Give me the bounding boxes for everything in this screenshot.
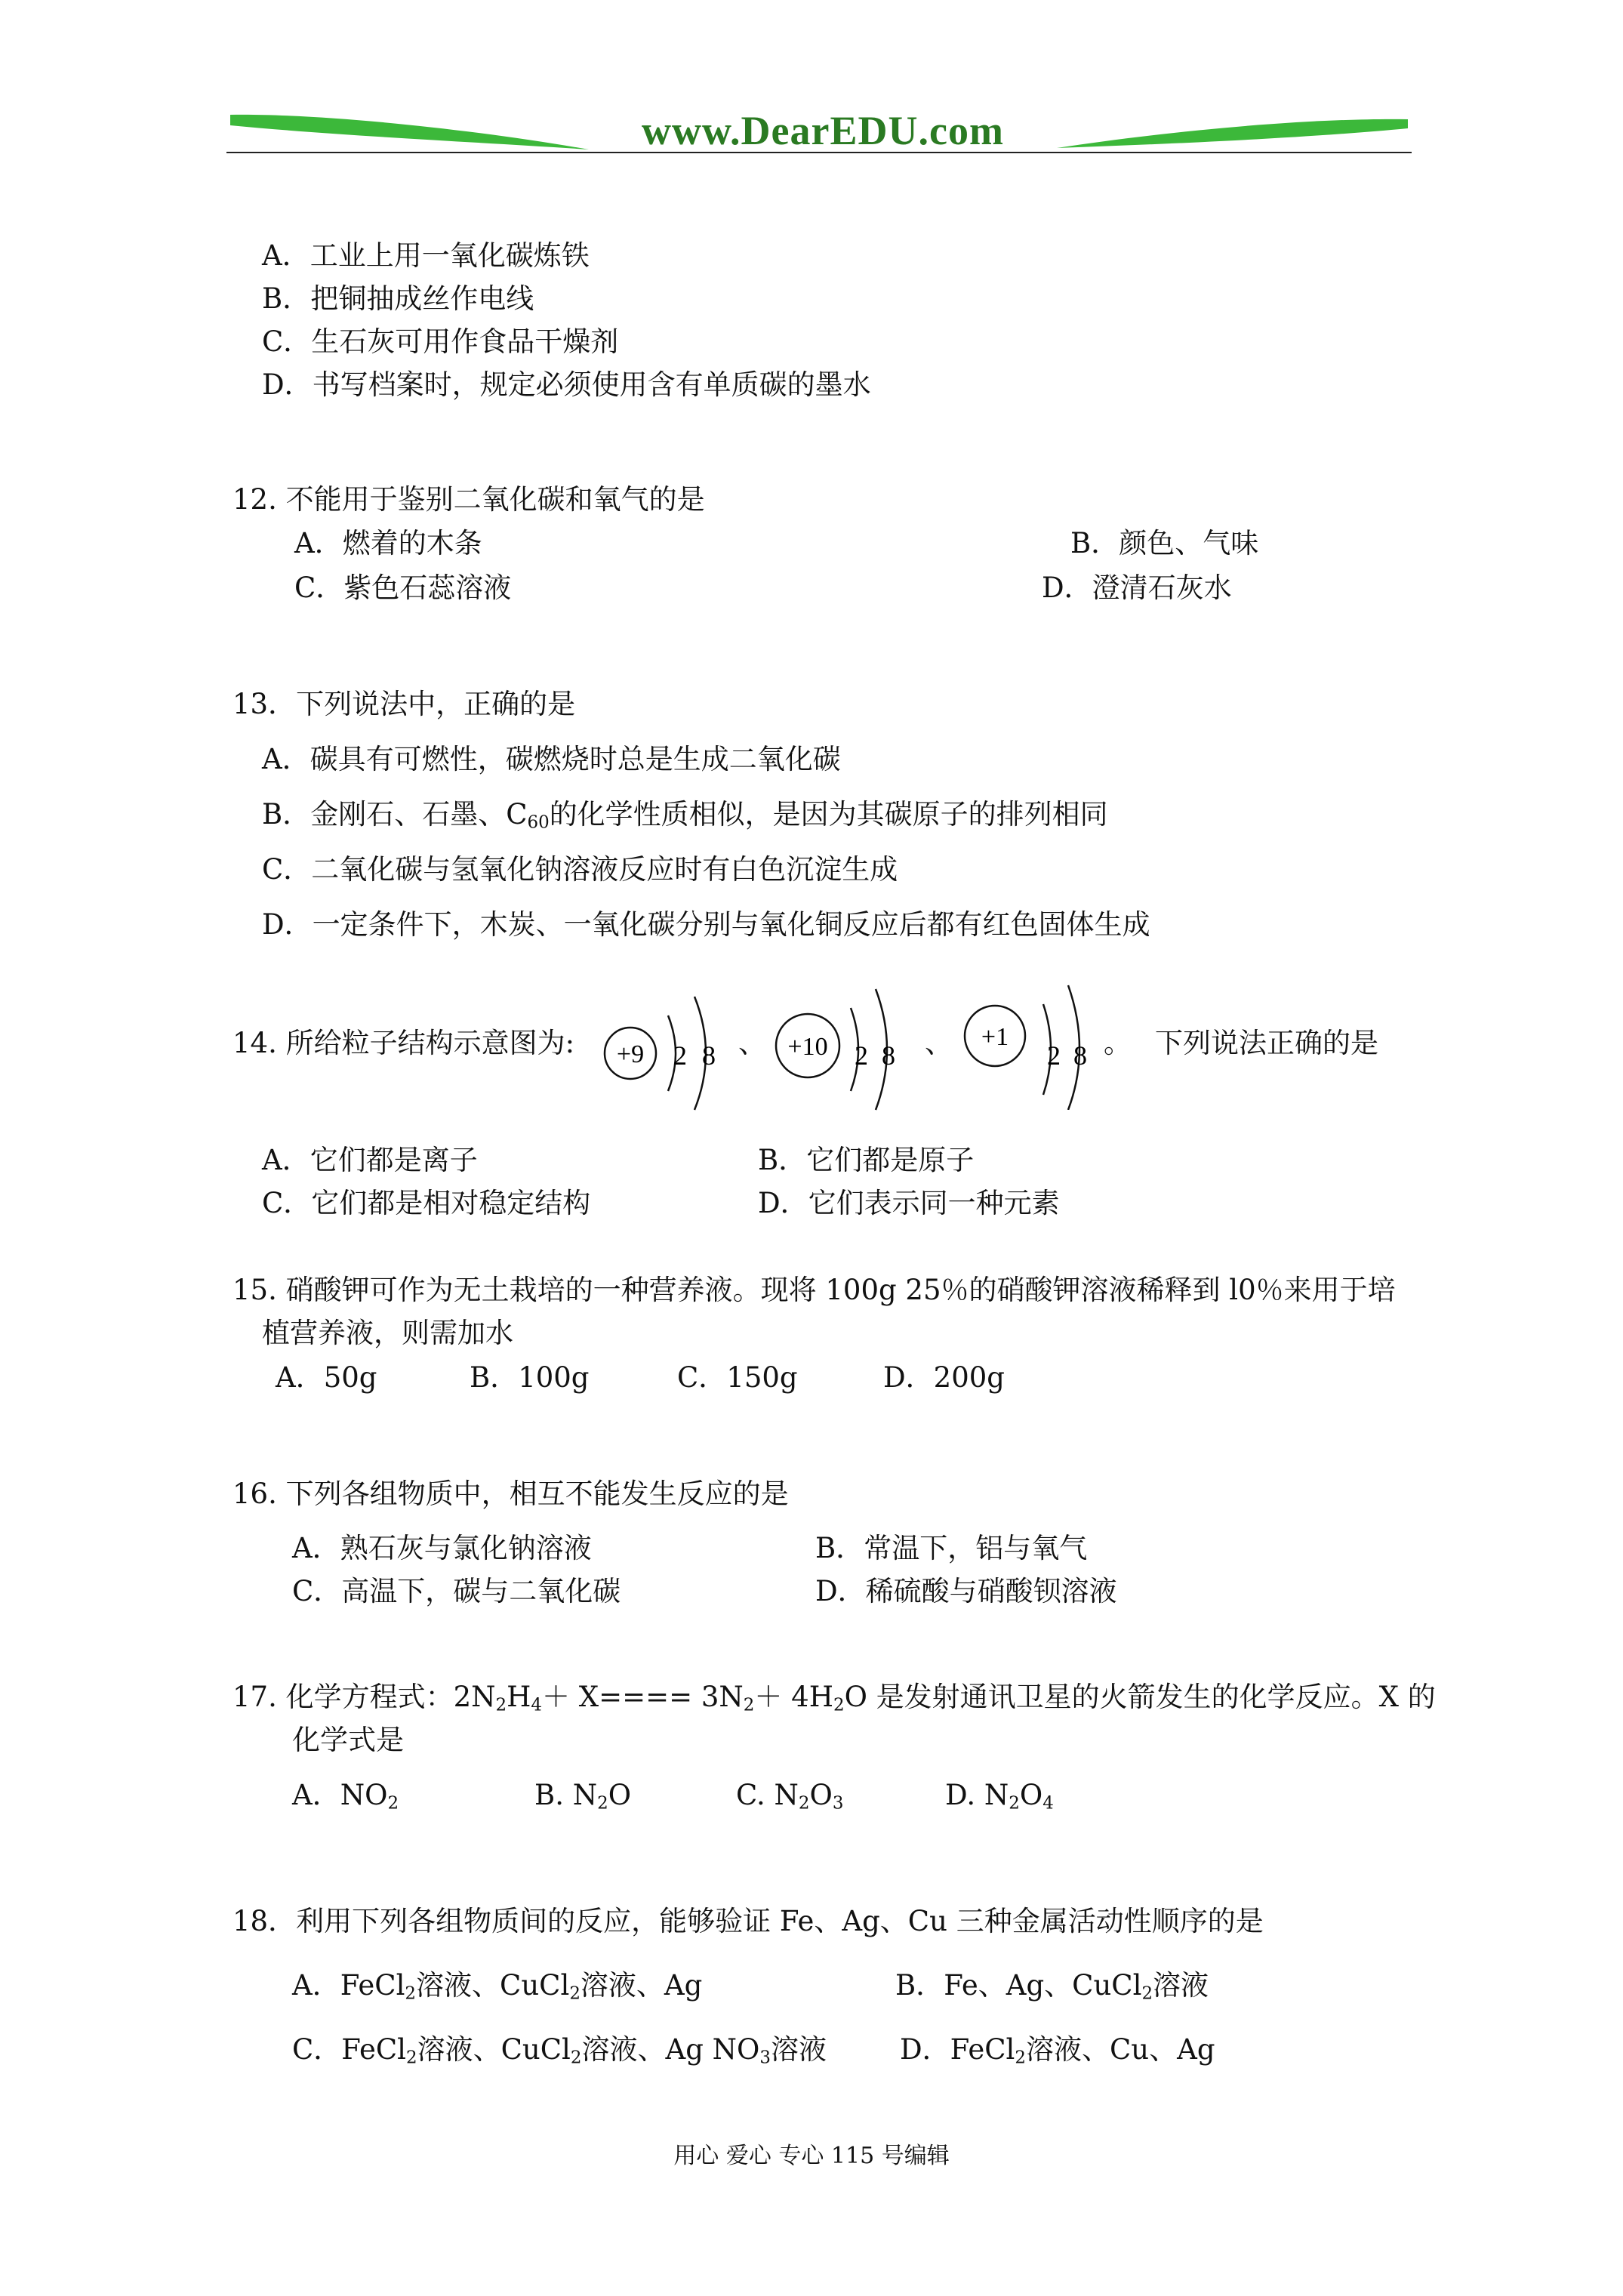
atom-diagram-3	[959, 974, 1102, 1117]
atom-3-shell-2: 8	[1073, 1040, 1087, 1071]
q12-option-b: B．颜色、气味	[1070, 527, 1259, 559]
q16-option-b: B．常温下，铝与氧气	[815, 1532, 1088, 1564]
q18-stem: 18．利用下列各组物质间的反应，能够验证 Fe、Ag、Cu 三种金属活动性顺序的是	[233, 1905, 1264, 1937]
q17-stem-line-2: 化学式是	[292, 1724, 404, 1756]
q12-option-a: A．燃着的木条	[294, 527, 482, 559]
q14-option-a: A．它们都是离子	[262, 1144, 478, 1176]
atom-diagram-1	[600, 982, 736, 1124]
q16-option-c: C．高温下，碳与二氧化碳	[292, 1575, 621, 1607]
q11-option-d: D．书写档案时，规定必须使用含有单质碳的墨水	[262, 368, 871, 401]
atom-2-shell-2: 8	[882, 1040, 895, 1071]
site-logo-text: www.DearEDU.com	[642, 108, 1004, 153]
atom-3-shell-1: 2	[1047, 1040, 1061, 1071]
q12-option-c: C．紫色石蕊溶液	[294, 572, 512, 604]
q12-option-d: D．澄清石灰水	[1042, 572, 1232, 604]
q15-option-d: D．200g	[883, 1361, 1005, 1394]
q13-stem: 13．下列说法中，正确的是	[233, 688, 576, 720]
q16-option-d: D．稀硫酸与硝酸钡溶液	[815, 1575, 1117, 1607]
q13-option-c: C．二氧化碳与氢氧化钠溶液反应时有白色沉淀生成	[262, 853, 898, 886]
q13-option-a: A．碳具有可燃性，碳燃烧时总是生成二氧化碳	[262, 743, 841, 775]
atom-2-shell-1: 2	[855, 1040, 868, 1071]
q15-option-b: B．100g	[470, 1361, 590, 1394]
q14-separator-2: 、	[925, 1027, 953, 1059]
q11-option-a: A．工业上用一氧化碳炼铁	[262, 239, 590, 272]
q15-stem-line-2: 植营养液，则需加水	[262, 1317, 513, 1349]
q17-option-a: A．$NO_2$	[292, 1779, 399, 1814]
q14-option-c: C．它们都是相对稳定结构	[262, 1187, 591, 1219]
atom-diagram-2	[771, 978, 915, 1120]
q16-option-a: A．熟石灰与氯化钠溶液	[292, 1532, 592, 1564]
q17-stem-line-1: 17. 化学方程式：$2N_2H_4+ X==== 3N_2+ 4H_2O$ 是发射通讯卫星的火箭发生的化学反应。X 的	[233, 1681, 1436, 1715]
q14-option-d: D．它们表示同一种元素	[758, 1187, 1060, 1219]
q16-stem: 16. 下列各组物质中，相互不能发生反应的是	[233, 1478, 789, 1510]
q12-stem: 12. 不能用于鉴别二氧化碳和氧气的是	[233, 483, 705, 516]
q14-stem: 14. 所给粒子结构示意图为:	[233, 1027, 575, 1059]
q11-option-c: C．生石灰可用作食品干燥剂	[262, 325, 619, 358]
q11-option-b: B．把铜抽成丝作电线	[262, 282, 534, 315]
q13-option-d: D．一定条件下，木炭、一氧化碳分别与氧化铜反应后都有红色固体生成	[262, 908, 1150, 941]
q15-option-a: A．50g	[276, 1361, 377, 1394]
q14-option-b: B．它们都是原子	[758, 1144, 975, 1176]
q18-option-d: D．FeCl$_2$溶液、Cu、Ag	[900, 2033, 1215, 2068]
q17-option-d: D. $N_2O_4$	[945, 1779, 1054, 1814]
atom-3-nucleus: +1	[981, 1023, 1009, 1051]
atom-2-nucleus: +10	[787, 1033, 828, 1061]
q17-option-c: C. $N_2O_3$	[736, 1779, 844, 1814]
q14-stem-tail: 下列说法正确的是	[1155, 1027, 1378, 1059]
q13-option-b: B．金刚石、石墨、$C_{60}$的化学性质相似，是因为其碳原子的排列相同	[262, 798, 1108, 833]
q15-stem-line-1: 15. 硝酸钾可作为无土栽培的一种营养液。现将 100g 25％的硝酸钾溶液稀释到 l0％来用于培	[233, 1274, 1396, 1306]
atom-1-shell-1: 2	[673, 1040, 687, 1071]
q14-period: 。	[1104, 1027, 1132, 1059]
atom-1-shell-2: 8	[702, 1040, 716, 1071]
q15-option-c: C．150g	[677, 1361, 798, 1394]
q18-option-c: C．FeCl$_2$溶液、CuCl$_2$溶液、Ag $NO_3$溶液	[292, 2033, 827, 2068]
page-footer: 用心 爱心 专心 115 号编辑	[673, 2143, 950, 2169]
q17-option-b: B. $N_2O$	[534, 1779, 632, 1814]
q18-option-a: A．FeCl$_2$溶液、CuCl$_2$溶液、Ag	[292, 1969, 703, 2004]
atom-1-nucleus: +9	[616, 1040, 645, 1068]
q14-separator-1: 、	[738, 1027, 766, 1059]
q18-option-b: B．Fe、Ag、CuCl$_2$溶液	[895, 1969, 1209, 2004]
header-banner	[226, 106, 1412, 166]
